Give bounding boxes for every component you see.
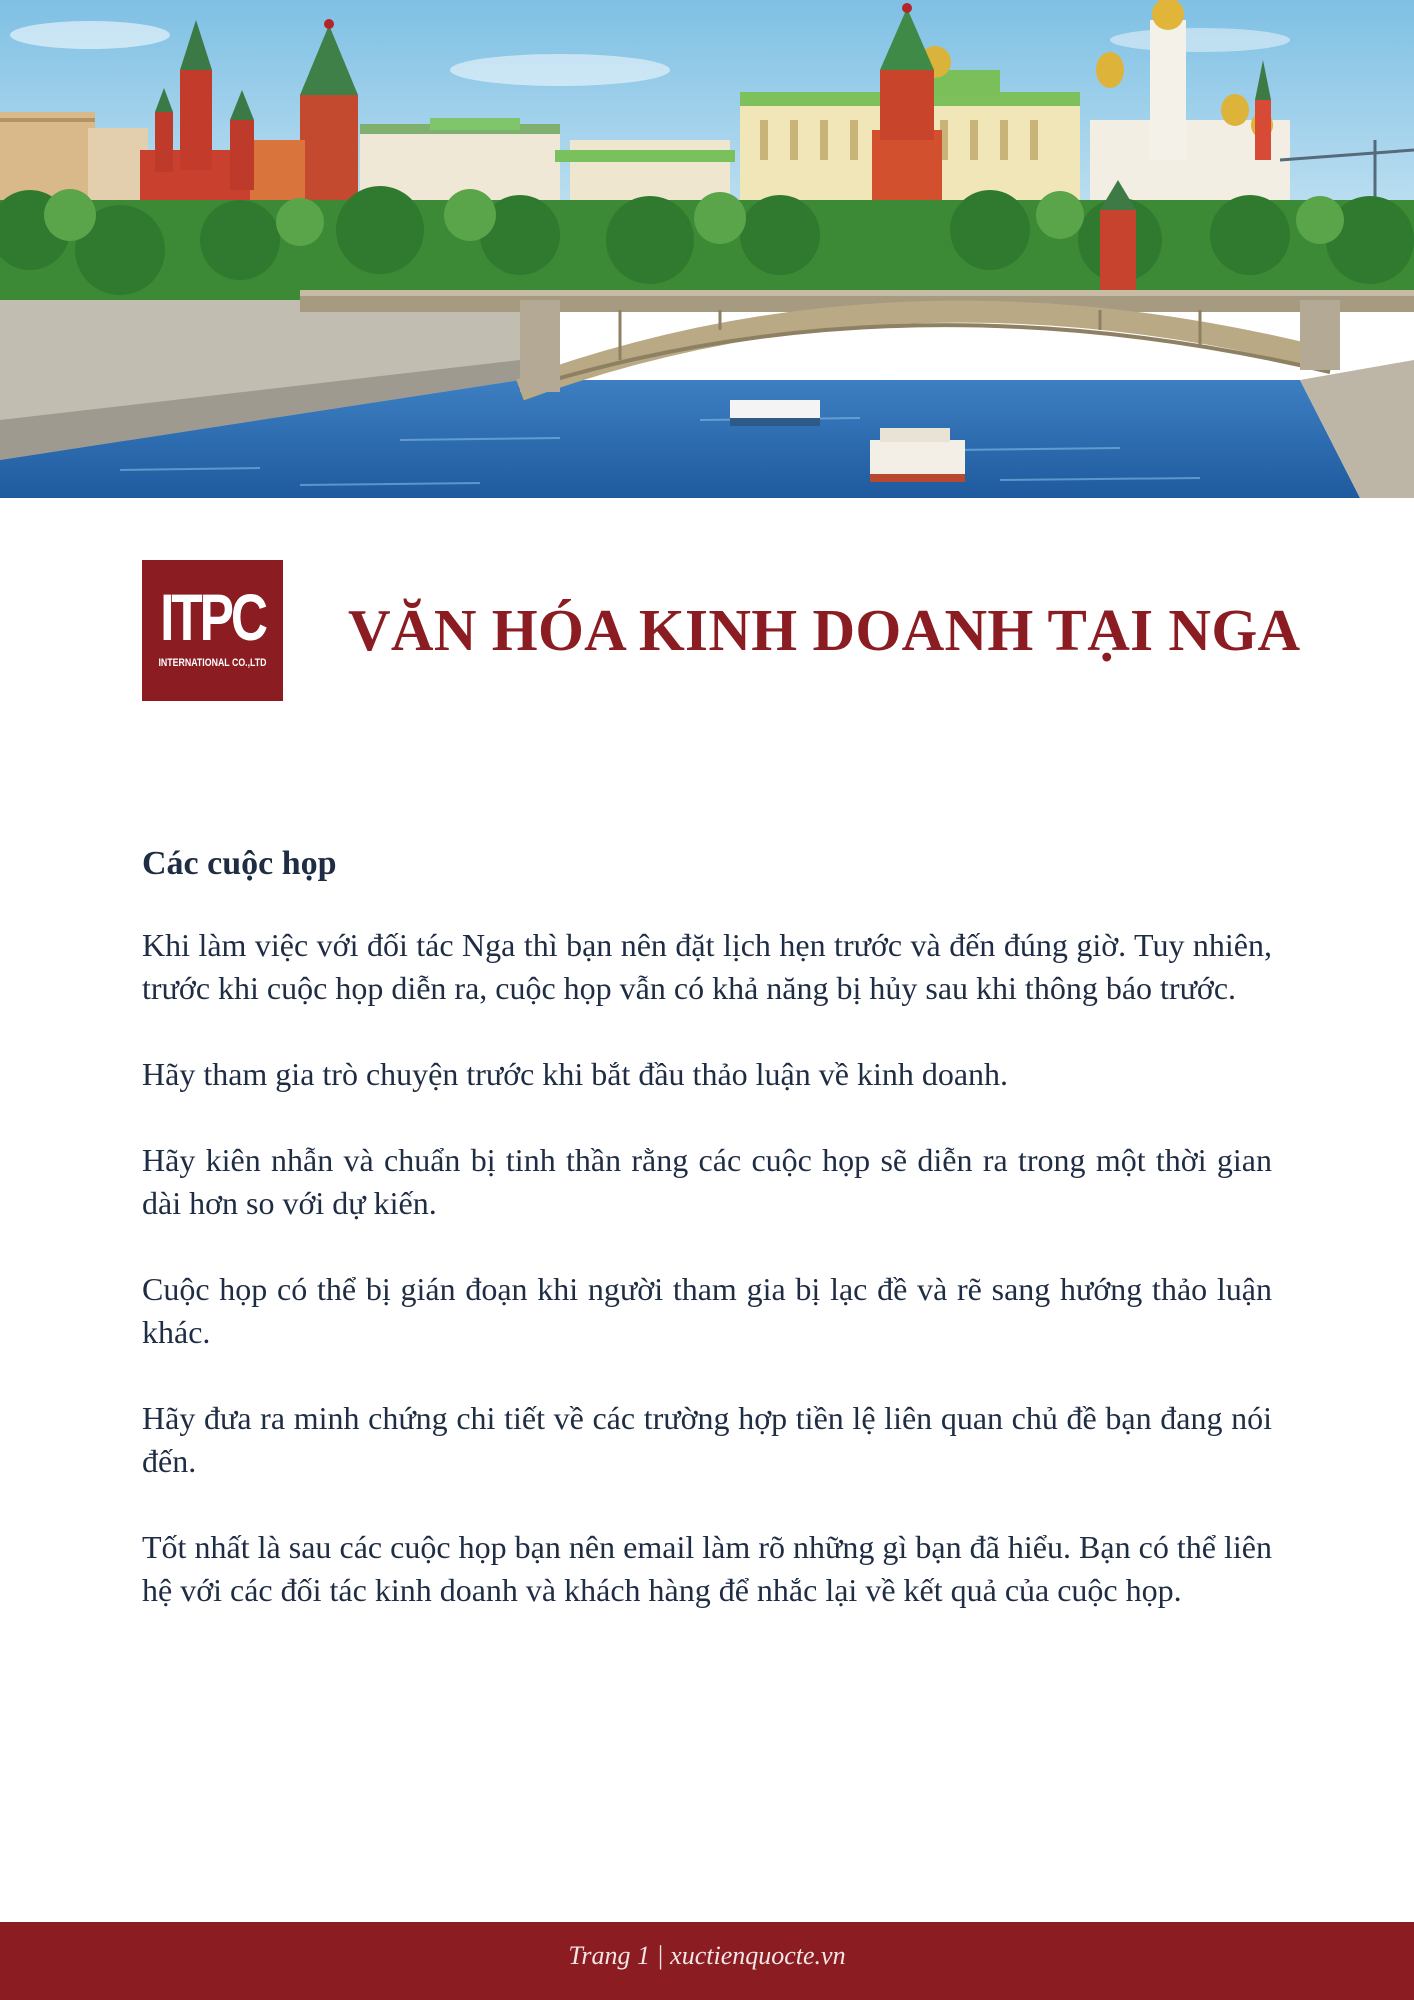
logo-subtitle: INTERNATIONAL CO.,LTD bbox=[158, 657, 267, 669]
logo-wordmark: ITPC bbox=[160, 580, 265, 654]
footer-text: Trang 1 | xuctienquocte.vn bbox=[568, 1941, 846, 1970]
hero-image bbox=[0, 0, 1414, 498]
page-footer bbox=[0, 1922, 1414, 2000]
main-content bbox=[142, 842, 1272, 1655]
paragraph-appointments: Khi làm việc với đối tác Nga thì bạn nên đặt lịch hẹn trước và đến đúng giờ. Tuy nhiên, trước khi cuộc họp diễn ra, cuộc họp vẫn có khả năng bị hủy sau khi thông báo trước. bbox=[142, 927, 1272, 1006]
section-heading: Các cuộc họp bbox=[142, 845, 337, 882]
paragraph-follow-up: Tốt nhất là sau các cuộc họp bạn nên email làm rõ những gì bạn đã hiểu. Bạn có thể liên hệ với các đối tác kinh doanh và khách hàng để nhắc lại về kết quả của cuộc họp. bbox=[142, 1529, 1272, 1608]
paragraph-small-talk: Hãy tham gia trò chuyện trước khi bắt đầu thảo luận về kinh doanh. bbox=[142, 1056, 1009, 1092]
page-title: VĂN HÓA KINH DOANH TẠI NGA bbox=[348, 597, 1301, 663]
paragraph-patience: Hãy kiên nhẫn và chuẩn bị tinh thần rằng các cuộc họp sẽ diễn ra trong một thời gian dài hơn so với dự kiến. bbox=[142, 1142, 1272, 1221]
paragraph-evidence: Hãy đưa ra minh chứng chi tiết về các trường hợp tiền lệ liên quan chủ đề bạn đang nói đến. bbox=[142, 1400, 1272, 1479]
company-logo bbox=[142, 560, 283, 701]
paragraph-interruptions: Cuộc họp có thể bị gián đoạn khi người tham gia bị lạc đề và rẽ sang hướng thảo luận khác. bbox=[142, 1271, 1272, 1350]
kremlin-panorama-icon bbox=[0, 0, 1414, 498]
